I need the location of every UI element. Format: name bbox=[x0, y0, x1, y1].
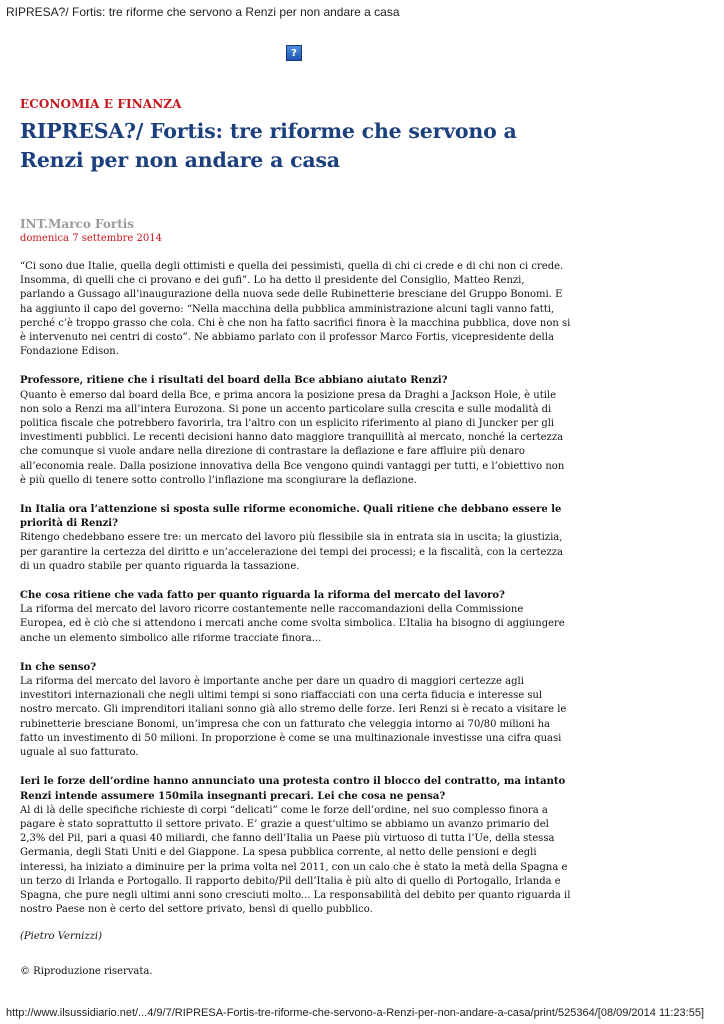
article bbox=[20, 97, 572, 977]
article-date: domenica 7 settembre 2014 bbox=[20, 233, 162, 244]
section-label: ECONOMIA E FINANZA bbox=[20, 97, 182, 111]
print-footer-url: http://www.ilsussidiario.net/...4/9/7/RIPRESA-Fortis-tre-riforme-che-servono-a-Renzi-per-non-andare-a-casa/print/525364/[08/09/2014 11:23:55] bbox=[6, 1007, 705, 1019]
qa-block bbox=[20, 374, 572, 488]
article-signature: (Pietro Vernizzi) bbox=[20, 931, 103, 943]
article-intro: “Ci sono due Italie, quella degli ottimisti e quella dei pessimisti, quella di chi ci crede e di chi non ci crede. Insomma, di quelli che ci provano e dei gufi”. Lo ha detto il presidente del Consiglio, Matteo Renzi, parlando a Gussago all’inaugurazione della nuova sede delle Rubinetterie bresciane del Gruppo Bonomi. E ha aggiunto il capo del governo: “Nella macchina della pubblica amministrazione alcuni tagli vanno fatti, perché c’è troppo grasso che cola. Chi è che non ha fatto sacrifici finora è la macchina pubblica, dove non si è intervenuto nei centri di costo”. Ne abbiamo parlato con il professor Marco Fortis, vicepresidente della Fondazione Edison. bbox=[20, 261, 571, 358]
interview-question: Professore, ritiene che i risultati del board della Bce abbiano aiutato Renzi? bbox=[20, 375, 448, 387]
browser-page-title: RIPRESA?/ Fortis: tre riforme che servono a Renzi per non andare a casa bbox=[6, 5, 400, 19]
help-icon[interactable]: ? bbox=[286, 45, 302, 61]
qa-block bbox=[20, 661, 572, 760]
qa-block bbox=[20, 503, 572, 574]
interview-answer: La riforma del mercato del lavoro ricorre costantemente nelle raccomandazioni della Commissione Europea, ed è ciò che si attendono i mercati anche come svolta simbolica. L’Italia ha bisogno di aggiungere anche un elemento simbolico alle riforme tracciate finora... bbox=[20, 604, 565, 644]
interview-question: Che cosa ritiene che vada fatto per quanto riguarda la riforma del mercato del lavoro? bbox=[20, 590, 505, 602]
interview-question: In Italia ora l’attenzione si sposta sulle riforme economiche. Quali ritiene che debbano essere le priorità di Renzi? bbox=[20, 504, 562, 530]
interview-answer: Quanto è emerso dal board della Bce, e prima ancora la posizione presa da Draghi a Jackson Hole, è utile non solo a Renzi ma all’intera Eurozona. Si pone un accento particolare sulla crescita e sulle modalità di politica fiscale che potrebbero favorirla, tra l’altro con un esplicito riferimento al piano di Juncker per gli investimenti pubblici. Le recenti decisioni hanno dato maggiore tranquillità al mercato, nonché la certezza che comunque si vuole andare nella direzione di contrastare la deflazione e fare affluire più denaro all’economia reale. Dalla posizione innovativa della Bce vengono quindi vantaggi per tutti, e l’obiettivo non è più quello di tenere sotto controllo l’inflazione ma scongiurare la deflazione. bbox=[20, 389, 565, 486]
article-headline: RIPRESA?/ Fortis: tre riforme che servono a Renzi per non andare a casa bbox=[20, 119, 517, 172]
qa-block bbox=[20, 775, 572, 917]
interview-question: Ieri le forze dell’ordine hanno annunciato una protesta contro il blocco del contratto, ma intanto Renzi intende assumere 150mila insegnanti precari. Lei che cosa ne pensa? bbox=[20, 776, 566, 802]
copyright-notice: © Riproduzione riservata. bbox=[20, 966, 153, 978]
interview-answer: Al di là delle specifiche richieste di corpi “delicati” come le forze dell’ordine, nel suo complesso finora a pagare è stato soprattutto il settore privato. E’ grazie a quest’ultimo se abbiamo un avanzo primario del 2,3% del Pil, pari a quasi 40 miliardi, che fanno dell’Italia un Paese più virtuoso di tutta l’Ue, della stessa Germania, degli Stati Uniti e del Giappone. La spesa pubblica corrente, al netto delle pensioni e degli interessi, ha iniziato a diminuire per la prima volta nel 2011, con un calo che è stato la metà della Spagna e un terzo di Irlanda e Portogallo. Il rapporto debito/Pil dell’Italia è più alto di quello di Portogallo, Irlanda e Spagna, che pure negli ultimi anni sono cresciuti molto... La responsabilità del debito per quanto riguarda il nostro Paese non è certo del settore privato, bensì di quello pubblico. bbox=[20, 804, 571, 916]
qa-block bbox=[20, 589, 572, 646]
article-author: INT.Marco Fortis bbox=[20, 217, 135, 231]
interview-question: In che senso? bbox=[20, 661, 97, 673]
interview-answer: La riforma del mercato del lavoro è importante anche per dare un quadro di maggiori certezze agli investitori internazionali che negli ultimi tempi si sono riaffacciati con una certa fiducia e interesse sul nostro mercato. Gli imprenditori italiani sonno già allo stremo delle forze. Ieri Renzi si è recato a visitare le rubinetterie bresciane Bonomi, un’impresa che con un fatturato che veleggia intorno ai 70/80 milioni ha fatto un investimento di 50 milioni. In proporzione è come se una multinazionale investisse una cifra quasi uguale al suo fatturato. bbox=[20, 676, 567, 759]
interview-answer: Ritengo chedebbano essere tre: un mercato del lavoro più flessibile sia in entrata sia in uscita; la giustizia, per garantire la certezza del diritto e un’accelerazione dei tempi dei processi; e la fiscalità, con la certezza di un quadro stabile per quanto riguarda la tassazione. bbox=[20, 532, 563, 572]
